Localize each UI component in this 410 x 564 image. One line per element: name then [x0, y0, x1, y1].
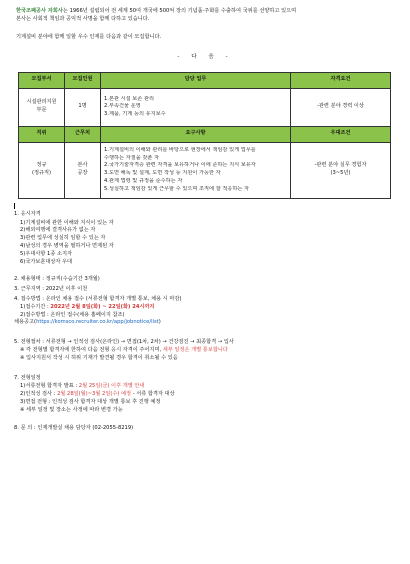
schedule-label: 1)서류전형 합격자 발표 : — [20, 383, 79, 390]
process-line: 5. 전형절차 : 서류전형 → 인적성 검사(온라인) → 면접(1차, 2차) → 건강검진 → 최종합격 → 입사 — [14, 339, 234, 346]
process-note-highlight: 세부 일정은 개별 통보합니다 — [162, 346, 228, 353]
cell-duties — [101, 88, 291, 126]
cell-qualifications — [101, 142, 291, 198]
notice-title: - 다 음 - — [177, 54, 233, 61]
section-eligibility — [14, 211, 400, 267]
organization-name: 한국조폐공사 자회사 — [16, 8, 63, 14]
eligibility-item: 5)우대사항 1종 소지자 — [20, 250, 73, 257]
schedule-note: ※ 세부 일정 및 장소는 사정에 따라 변경 가능 — [20, 406, 123, 413]
header-workplace: 근무처 — [65, 126, 101, 142]
schedule-value: 2월 28일(월)~3월 2일(수) 예정 — [57, 391, 132, 398]
intro-line2: 본사는 사회적 책임과 공익적 사명을 함께 다하고 있습니다. — [16, 15, 150, 22]
cell-title — [19, 142, 65, 198]
section-heading: 4. 접수방법 : 온라인 채용 접수 (서류전형 합격자 개별 통보, 채용 시 마감) — [14, 295, 182, 302]
title-line: 정규 — [36, 162, 47, 169]
section-application — [14, 296, 400, 327]
preference-line: (3~5년) — [330, 170, 351, 177]
schedule-suffix: - 서류 합격자 대상 — [131, 391, 175, 398]
qualification-line: 2.국가기술자격증 관련 자격을 보유하거나 이에 준하는 지식 보유자 — [104, 162, 256, 169]
period-value: 2022년 2월 8일(화) ~ 22일(화) 24시까지 — [50, 303, 155, 310]
intro-line1: 는 1966년 설립되어 전 세계 50여 개국에 500억 장의 기념품·주화를 수출하여 국위를 선양하고 있으며 — [62, 8, 297, 14]
workplace-line: 본사 — [77, 162, 88, 169]
application-link-line — [14, 319, 400, 327]
section-employment-type: 2. 채용형태 : 정규직(수습기간 3개월) — [14, 276, 100, 283]
workplace-line: 공장 — [77, 170, 88, 177]
eligibility-item: 6)국가보훈대상자 우대 — [20, 258, 73, 265]
cell-requirements: -관련 분야 경력 이상 — [291, 88, 391, 126]
section-heading: 7. 전형일정 — [14, 374, 41, 381]
qualification-line: 4.관계 법령 및 규정을 준수하는 자 — [104, 178, 183, 185]
section-heading: 1. 응시자격 — [14, 210, 41, 217]
qualification-line: 수행하는 자질을 갖춘 자 — [104, 154, 160, 161]
cell-preferences — [291, 142, 391, 198]
section-schedule — [14, 375, 400, 415]
schedule-label: 2)인적성 검사 : — [20, 391, 58, 398]
schedule-item — [20, 391, 400, 399]
qualification-line: 1.기계설비의 이해와 관리를 바탕으로 현장에서 책임감 있게 업무를 — [104, 146, 256, 153]
application-method: 2)접수방법 : 온라인 접수(채용 홈페이지 참조) — [20, 311, 125, 318]
process-note-text: ※ 각 전형별 합격자에 한하여 다음 전형 응시 자격이 주어지며, — [20, 346, 163, 353]
title-line: (정규직) — [31, 170, 52, 177]
text-cursor-mark — [14, 203, 15, 209]
header-title: 직위 — [19, 126, 65, 142]
cell-department — [19, 88, 65, 126]
cell-count: 1명 — [65, 88, 101, 126]
header-preferences: 우대조건 — [291, 126, 391, 142]
qualification-line: 5.성실하고 책임감 있게 근무할 수 있으며 조직에 잘 적응하는 자 — [104, 185, 250, 192]
position-table — [18, 72, 391, 199]
header-duties: 담당 업무 — [101, 72, 291, 88]
process-note: ※ 입사지원서 작성 시 허위 기재가 발견될 경우 합격이 취소될 수 있음 — [20, 354, 178, 361]
cell-workplace — [65, 142, 101, 198]
header-department: 모집부서 — [19, 72, 65, 88]
application-period — [20, 304, 400, 312]
header-requirements: 자격요건 — [291, 72, 391, 88]
duty-line: 1.본관 시설 보존 관리 — [104, 95, 154, 102]
eligibility-item: 2)해외여행에 결격사유가 없는 자 — [20, 227, 96, 234]
section-contact: 8. 문 의 : 인재개발실 채용 담당자 (02-2055-8219) — [14, 424, 134, 431]
department-line: 시설관리지원 — [26, 99, 57, 106]
process-note — [20, 347, 400, 355]
section-selection-process — [14, 339, 400, 362]
duty-line: 2.부속건물 운영 — [104, 103, 141, 110]
qualification-line: 3.도면 해독 및 설계, 도면 작성 등 지원이 가능한 자 — [104, 170, 221, 177]
header-qualifications: 요구사항 — [101, 126, 291, 142]
intro-paragraph — [16, 8, 400, 24]
department-line: 부문 — [36, 107, 47, 114]
duty-line: 3.제품, 기계 등의 유지보수 — [104, 111, 166, 118]
header-count: 모집인원 — [65, 72, 101, 88]
period-label: 1)접수기간 : — [20, 303, 51, 310]
eligibility-item: 3)관련 업무에 성실히 임할 수 있는 자 — [20, 235, 106, 242]
preference-line: -관련 분야 실무 경험자 — [314, 162, 367, 169]
application-link[interactable]: https://komsco.recruiter.co.kr/app/jobnotice/list — [36, 319, 159, 326]
intro-line3: 기계설비 분야에 함께 일할 우수 인재를 다음과 같이 모집합니다. — [16, 33, 162, 40]
schedule-item — [20, 383, 400, 391]
link-label: 채용공고( — [14, 319, 37, 326]
schedule-value: 2월 25일(금) 이후 개별 안내 — [78, 383, 145, 390]
schedule-item: 3)면접 전형 : 인적성 검사 합격자 대상 개별 통보 후 진행 예정 — [20, 398, 161, 405]
eligibility-item: 1)기계설비에 관한 이해와 지식이 있는 자 — [20, 219, 114, 226]
eligibility-item: 4)남성의 경우 병역을 필하거나 면제된 자 — [20, 242, 114, 249]
section-work-location: 3. 근무지역 : 2022년 이후 이천 — [14, 286, 88, 293]
link-close: ) — [158, 319, 161, 326]
